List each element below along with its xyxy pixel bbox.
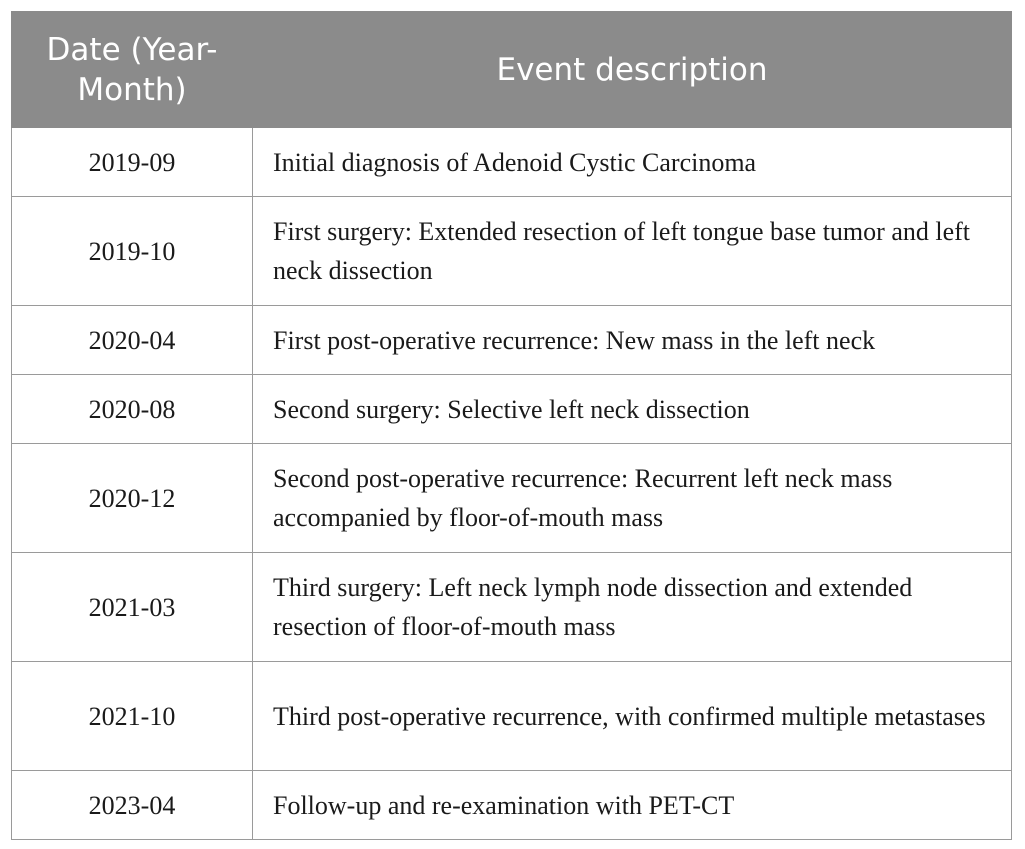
row-event: First post-operative recurrence: New mass in the left neck [253, 306, 1012, 375]
table-body [12, 128, 1012, 840]
row-date: 2020-08 [12, 375, 253, 444]
row-date: 2020-12 [12, 444, 253, 553]
row-event: Third surgery: Left neck lymph node dissection and extended resection of floor-of-mouth mass [253, 553, 1012, 662]
row-event: Second post-operative recurrence: Recurrent left neck mass accompanied by floor-of-mouth mass [253, 444, 1012, 553]
row-date: 2019-09 [12, 128, 253, 197]
column-header-date: Date (Year-Month) [12, 12, 253, 128]
row-date: 2019-10 [12, 197, 253, 306]
table-row [12, 444, 1012, 553]
row-date: 2021-03 [12, 553, 253, 662]
table-header [12, 12, 1012, 128]
row-event: Follow-up and re-examination with PET-CT [253, 771, 1012, 840]
row-event: Third post-operative recurrence, with confirmed multiple metastases [253, 662, 1012, 771]
table-row [12, 128, 1012, 197]
events-table [11, 11, 1012, 840]
table-row [12, 306, 1012, 375]
table-row [12, 771, 1012, 840]
header-row [12, 12, 1012, 128]
row-event: Initial diagnosis of Adenoid Cystic Carcinoma [253, 128, 1012, 197]
table-row [12, 553, 1012, 662]
row-event: First surgery: Extended resection of left tongue base tumor and left neck dissection [253, 197, 1012, 306]
row-event: Second surgery: Selective left neck dissection [253, 375, 1012, 444]
row-date: 2023-04 [12, 771, 253, 840]
row-date: 2021-10 [12, 662, 253, 771]
table-row [12, 662, 1012, 771]
column-header-event: Event description [253, 12, 1012, 128]
table-row [12, 375, 1012, 444]
row-date: 2020-04 [12, 306, 253, 375]
table-row [12, 197, 1012, 306]
